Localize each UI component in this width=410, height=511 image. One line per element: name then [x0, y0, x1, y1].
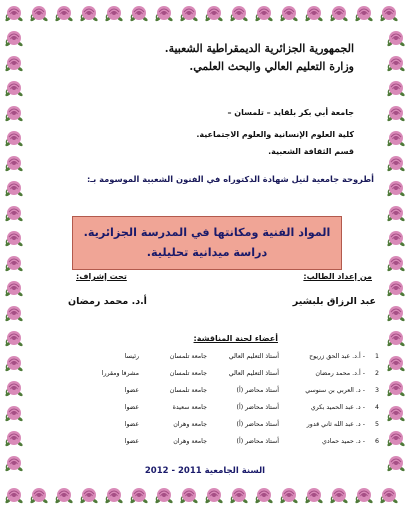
rose-icon [303, 485, 325, 507]
thesis-title-box [72, 216, 342, 270]
rose-icon [353, 3, 375, 25]
rose-icon [385, 28, 407, 50]
rose-icon [278, 3, 300, 25]
thesis-title-line1: المواد الفنية ومكانتها في المدرسة الجزائرية. [83, 226, 331, 239]
rose-icon [385, 328, 407, 350]
rose-icon [303, 3, 325, 25]
rose-icon [153, 3, 175, 25]
supervisor-name: أ.د. محمد رمضان [68, 296, 147, 307]
rose-icon [28, 3, 50, 25]
rose-icon [3, 28, 25, 50]
rose-icon [3, 53, 25, 75]
department-name: قسم الثقافة الشعبية. [268, 147, 354, 156]
faculty-block [54, 128, 354, 158]
committee-name: - أ.د. عبد الحق زريوح [309, 353, 365, 360]
committee-title: أعضاء لجنة المناقشة: [193, 334, 278, 343]
committee-num: 3 [374, 387, 379, 394]
committee-name: - د. حميد حمادي [321, 438, 365, 445]
committee-name: - د. عبد الله ثاني قدور [306, 421, 365, 428]
rose-icon [3, 328, 25, 350]
university-name: جامعة أبي بكر بلقايد – تلمسان – [227, 108, 354, 117]
student-label: من إعداد الطالب: [303, 272, 372, 281]
thesis-title-line2: دراسة ميدانية تحليلية. [146, 246, 268, 259]
committee-rank: أستاذ التعليم العالي [228, 370, 279, 377]
rose-icon [3, 153, 25, 175]
committee-role: عضوا [124, 387, 139, 394]
committee-inst: جامعة تلمسان [169, 387, 207, 394]
committee-name: - د. العربي بن سنوسي [305, 387, 365, 394]
committee-role: عضوا [124, 404, 139, 411]
rose-icon [28, 485, 50, 507]
thesis-cover-page [28, 28, 382, 482]
rose-icon [385, 153, 407, 175]
rose-icon [3, 253, 25, 275]
committee-num: 2 [374, 370, 379, 377]
rose-icon [353, 485, 375, 507]
rose-icon [178, 485, 200, 507]
rose-icon [385, 128, 407, 150]
rose-icon [178, 3, 200, 25]
rose-icon [385, 428, 407, 450]
supervisor-label: تحت إشراف: [76, 272, 127, 281]
rose-icon [128, 485, 150, 507]
rose-icon [3, 278, 25, 300]
committee-rank: أستاذ محاضر (أ) [236, 387, 279, 394]
committee-rank: أستاذ محاضر (أ) [236, 404, 279, 411]
committee-role: مشرفا ومقررا [101, 370, 139, 377]
committee-row [99, 433, 382, 450]
ministry-line: وزارة التعليم العالي والبحث العلمي. [189, 60, 354, 73]
rose-icon [253, 3, 275, 25]
rose-icon [3, 303, 25, 325]
rose-icon [328, 3, 350, 25]
rose-icon [203, 485, 225, 507]
rose-icon [3, 228, 25, 250]
committee-num: 6 [374, 438, 379, 445]
rose-icon [385, 453, 407, 475]
committee-rank: أستاذ محاضر (أ) [236, 438, 279, 445]
rose-icon [378, 3, 400, 25]
rose-icon [3, 78, 25, 100]
rose-icon [3, 128, 25, 150]
rose-icon [385, 228, 407, 250]
rose-icon [3, 203, 25, 225]
rose-icon [385, 103, 407, 125]
committee-rank: أستاذ محاضر (أ) [236, 421, 279, 428]
committee-table [99, 348, 382, 450]
committee-row [99, 382, 382, 399]
thesis-intro: أطروحة جامعية لنيل شهادة الدكتوراه في الفنون الشعبية الموسومة بـ: [86, 174, 374, 184]
rose-icon [3, 453, 25, 475]
rose-icon [385, 278, 407, 300]
rose-icon [3, 3, 25, 25]
committee-num: 4 [374, 404, 379, 411]
rose-icon [385, 253, 407, 275]
rose-icon [203, 3, 225, 25]
rose-icon [3, 428, 25, 450]
rose-icon [78, 485, 100, 507]
rose-icon [128, 3, 150, 25]
committee-num: 1 [374, 353, 379, 360]
committee-name: - د. عبد الحميد بكري [310, 404, 365, 411]
committee-row [99, 399, 382, 416]
committee-role: عضوا [124, 421, 139, 428]
rose-icon [53, 3, 75, 25]
rose-icon [153, 485, 175, 507]
faculty-name: كلية العلوم الإنسانية والعلوم الاجتماعية. [196, 130, 354, 139]
committee-inst: جامعة تلمسان [169, 353, 207, 360]
student-name: عبد الرزاق بلبشير [292, 296, 376, 307]
rose-icon [3, 103, 25, 125]
rose-icon [385, 403, 407, 425]
academic-year: السنة الجامعية 2011 - 2012 [144, 466, 266, 476]
committee-role: عضوا [124, 438, 139, 445]
rose-icon [78, 3, 100, 25]
rose-icon [385, 303, 407, 325]
committee-inst: جامعة سعيدة [172, 404, 207, 411]
rose-icon [253, 485, 275, 507]
rose-icon [3, 403, 25, 425]
rose-icon [53, 485, 75, 507]
rose-icon [385, 53, 407, 75]
rose-icon [385, 203, 407, 225]
rose-icon [378, 485, 400, 507]
committee-num: 5 [374, 421, 379, 428]
rose-icon [278, 485, 300, 507]
committee-inst: جامعة وهران [173, 421, 207, 428]
rose-icon [228, 3, 250, 25]
rose-icon [228, 485, 250, 507]
committee-row [99, 416, 382, 433]
rose-icon [385, 78, 407, 100]
header [54, 40, 354, 76]
committee-inst: جامعة تلمسان [169, 370, 207, 377]
committee-name: - أ.د. محمد رمضان [315, 370, 365, 377]
rose-icon [328, 485, 350, 507]
committee-row [99, 365, 382, 382]
rose-icon [385, 378, 407, 400]
rose-icon [103, 3, 125, 25]
committee-inst: جامعة وهران [173, 438, 207, 445]
rose-icon [385, 353, 407, 375]
republic-line: الجمهورية الجزائرية الديمقراطية الشعبية. [164, 42, 354, 55]
rose-icon [3, 485, 25, 507]
committee-row [99, 348, 382, 365]
rose-icon [3, 353, 25, 375]
committee-role: رئيسا [124, 353, 139, 360]
committee-rank: أستاذ التعليم العالي [228, 353, 279, 360]
rose-icon [3, 178, 25, 200]
rose-icon [3, 378, 25, 400]
rose-icon [103, 485, 125, 507]
rose-icon [385, 178, 407, 200]
